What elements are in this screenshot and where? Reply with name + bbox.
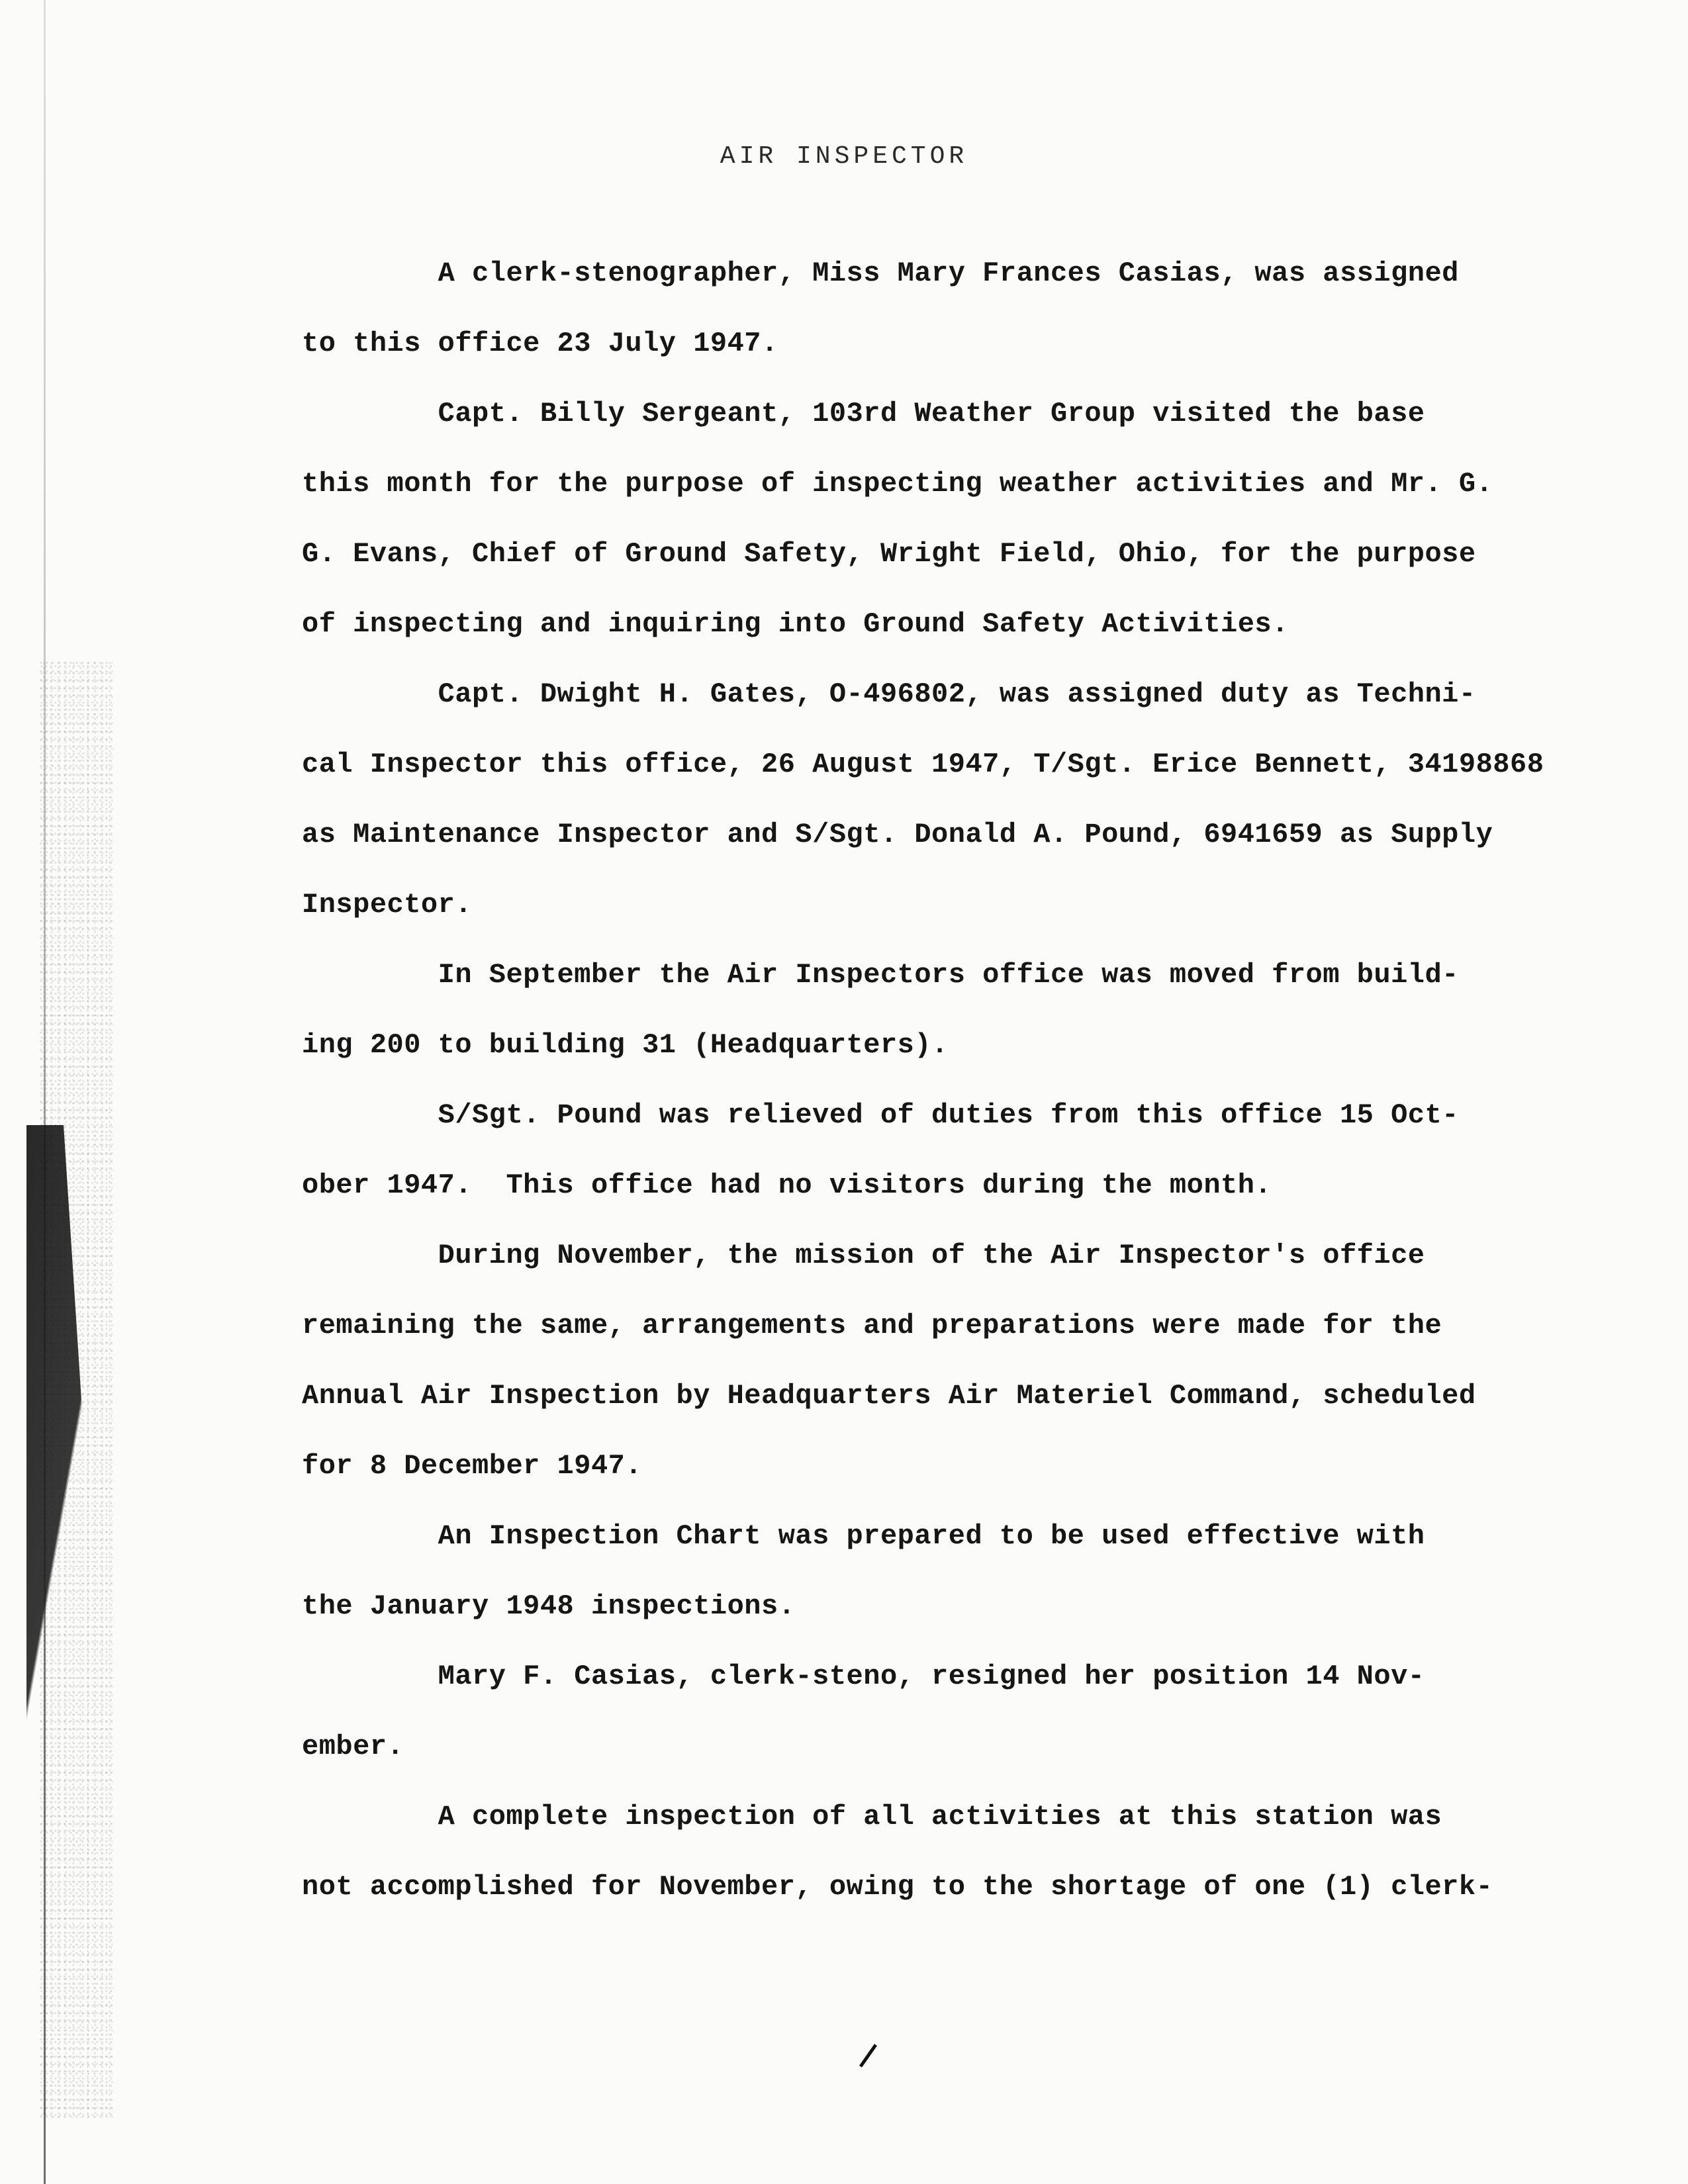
text-line: Capt. Billy Sergeant, 103rd Weather Group visited the base bbox=[302, 398, 1425, 430]
paragraph-visitors bbox=[302, 379, 1599, 659]
text-line: of inspecting and inquiring into Ground Safety Activities. bbox=[302, 608, 1289, 640]
pen-mark bbox=[859, 2044, 877, 2068]
paragraph-incomplete-inspection bbox=[302, 1782, 1599, 1922]
paragraph-inspection-chart bbox=[302, 1501, 1599, 1641]
paragraph-november-preparations bbox=[302, 1220, 1599, 1501]
text-line: ober 1947. This office had no visitors during the month. bbox=[302, 1169, 1272, 1201]
text-line: to this office 23 July 1947. bbox=[302, 328, 778, 359]
text-line: as Maintenance Inspector and S/Sgt. Donald A. Pound, 6941659 as Supply bbox=[302, 819, 1493, 850]
text-line: A complete inspection of all activities at this station was bbox=[302, 1801, 1442, 1833]
text-line: Annual Air Inspection by Headquarters Air Materiel Command, scheduled bbox=[302, 1380, 1476, 1412]
text-line: During November, the mission of the Air Inspector's office bbox=[302, 1240, 1425, 1271]
text-line: for 8 December 1947. bbox=[302, 1450, 643, 1482]
text-line: ing 200 to building 31 (Headquarters). bbox=[302, 1029, 949, 1061]
paragraph-casias-resigned bbox=[302, 1641, 1599, 1782]
text-line: An Inspection Chart was prepared to be used effective with bbox=[302, 1520, 1425, 1552]
text-line: A clerk-stenographer, Miss Mary Frances Casias, was assigned bbox=[302, 257, 1459, 289]
paragraph-inspectors-assigned bbox=[302, 659, 1599, 940]
text-line: ember. bbox=[302, 1731, 404, 1762]
document-body bbox=[302, 238, 1599, 1922]
paragraph-pound-relieved bbox=[302, 1080, 1599, 1220]
paragraph-stenographer-assigned bbox=[302, 238, 1599, 379]
text-line: remaining the same, arrangements and preparations were made for the bbox=[302, 1310, 1442, 1342]
text-line: cal Inspector this office, 26 August 1947, T/Sgt. Erice Bennett, 34198868 bbox=[302, 749, 1544, 780]
text-line: In September the Air Inspectors office was moved from build- bbox=[302, 959, 1459, 991]
text-line: this month for the purpose of inspecting weather activities and Mr. G. bbox=[302, 468, 1493, 500]
text-line: Mary F. Casias, clerk-steno, resigned her position 14 Nov- bbox=[302, 1661, 1425, 1692]
paragraph-office-moved bbox=[302, 940, 1599, 1080]
text-line: Inspector. bbox=[302, 889, 473, 921]
page-title: AIR INSPECTOR bbox=[720, 142, 968, 171]
text-line: the January 1948 inspections. bbox=[302, 1590, 796, 1622]
text-line: G. Evans, Chief of Ground Safety, Wright Field, Ohio, for the purpose bbox=[302, 538, 1476, 570]
text-line: S/Sgt. Pound was relieved of duties from this office 15 Oct- bbox=[302, 1099, 1459, 1131]
text-line: not accomplished for November, owing to the shortage of one (1) clerk- bbox=[302, 1871, 1493, 1903]
text-line: Capt. Dwight H. Gates, O-496802, was assigned duty as Techni- bbox=[302, 678, 1476, 710]
